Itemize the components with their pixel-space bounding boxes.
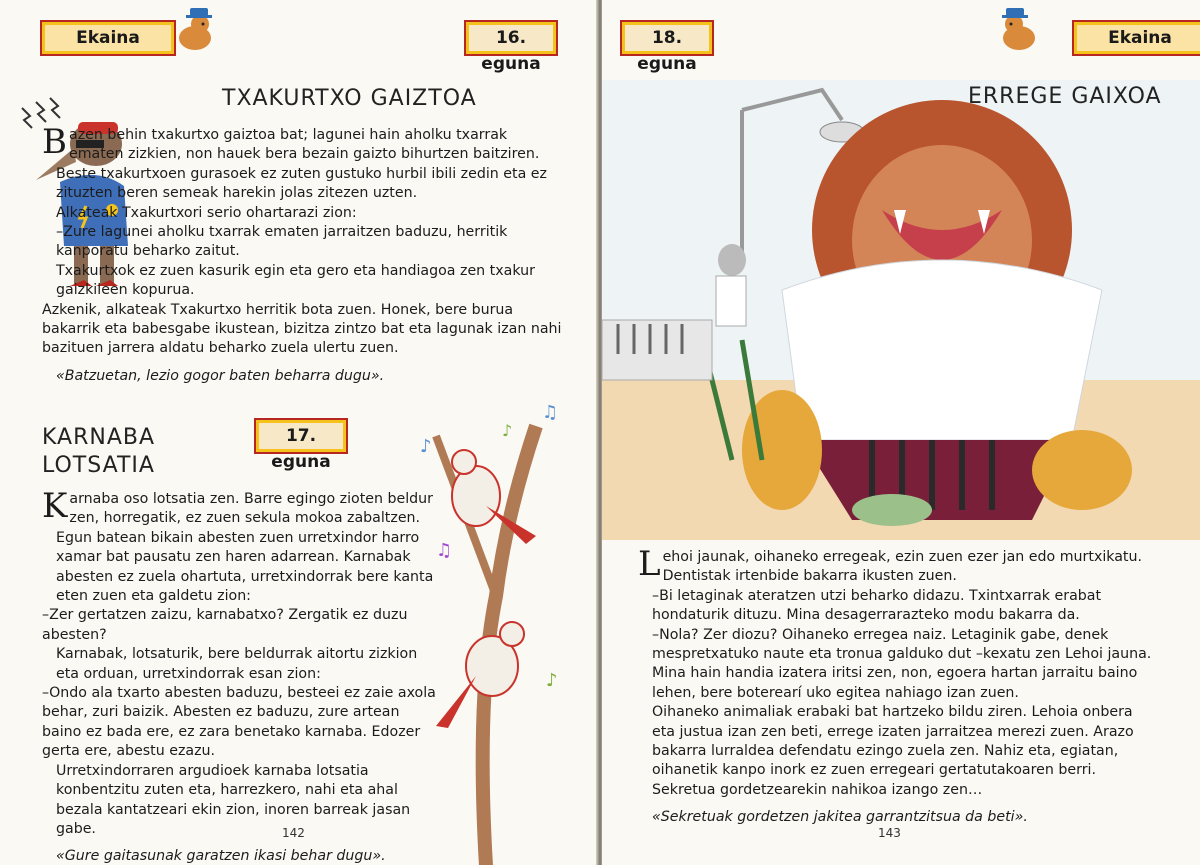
paragraph: azen behin txakurtxo gaiztoa bat; lagunei hain aholku txarrak ematen zizkien, non hauek bera bezain gaizto bihurtzen baitziren. <box>69 127 540 163</box>
story-title <box>42 424 222 480</box>
paragraph: –Bi letaginak ateratzen utzi beharko didazu. Txintxarrak erabat hondaturik dituzu. Mina desagerrarazteko modu bakarra da. <box>652 587 1102 624</box>
page-number: 143 <box>878 826 901 840</box>
paragraph: Azkenik, alkateak Txakurtxo herritik bota zuen. Honek, bere burua bakarrik eta babesgabe ikustean, bizitza zintzo bat eta lagunak izan nahi bazituen jarrera aldatu beharko zuela ulertu zuen. <box>42 301 562 357</box>
right-page <box>602 0 1200 865</box>
lion-dentist-illustration <box>602 80 1200 540</box>
left-page <box>0 0 598 865</box>
paragraph: Dentistak irtenbide bakarra ikusten zuen. <box>662 568 957 585</box>
story-text <box>42 122 562 386</box>
svg-text:♫: ♫ <box>542 402 559 423</box>
svg-text:♪: ♪ <box>502 421 513 440</box>
title-line: LOTSATIA <box>42 453 155 478</box>
day-tag: 16. eguna <box>466 22 556 54</box>
paragraph: –Zer gertatzen zaizu, karnabatxo? Zergatik ez duzu abesten? <box>42 607 408 643</box>
svg-text:♪: ♪ <box>546 670 558 691</box>
paragraph: Urretxindorraren argudioek karnaba lotsatia konbentzitu zuten eta, harrezkero, nahi eta ahal bezala kantatzeari ekin zion, inoren barreak jasan gabe. <box>56 762 411 837</box>
drop-cap: L <box>638 544 661 584</box>
paragraph: Karnabak, lotsaturik, bere beldurrak aitortu zizkion eta orduan, urretxindorrak esan zion: <box>56 646 418 682</box>
birds-illustration <box>416 396 576 865</box>
day-tag: 18. eguna <box>622 22 712 54</box>
mascot-dog-icon <box>170 2 220 58</box>
month-tag: Ekaina <box>42 22 174 54</box>
paragraph: –Ondo ala txarto abesten baduzu, besteei ez zaie axola behar, zuri baizik. Abesten ez baduzu, zure artean baino ez bada ere, ez zara benetako karnaba. Edozer gerta ere, abestu ezazu. <box>42 685 436 760</box>
day-tag: 17. eguna <box>256 420 346 452</box>
month-tag: Ekaina <box>1074 22 1200 54</box>
drop-cap: K <box>42 486 68 526</box>
drop-cap: B <box>42 122 67 162</box>
moral-text: «Sekretuak gordetzen jakitea garrantzitsua da beti». <box>652 809 1028 826</box>
moral-text: «Gure gaitasunak garatzen ikasi behar dugu». <box>56 848 386 865</box>
paragraph: Mina hain handia izatera iritsi zen, non, egoera hartan jarraitu baino lehen, bere boterearí uko egitea nahiago izan zuen. <box>652 665 1138 701</box>
paragraph: ehoi jaunak, oihaneko erregeak, ezin zuen ezer jan edo murtxikatu. <box>662 549 1143 565</box>
svg-text:♫: ♫ <box>436 540 453 561</box>
paragraph: –Nola? Zer diozu? Oihaneko erregea naiz. Letaginik gabe, denek mespretxatuko naute eta tronua galduko dut –kexatu zen Lehoi jauna. <box>652 626 1152 663</box>
paragraph: arnaba oso lotsatia zen. Barre egingo zioten beldur zen, horregatik, ez zuen sekula mokoa zabaltzen. <box>69 491 434 527</box>
mascot-dog-icon <box>994 2 1044 58</box>
story-title: ERREGE GAIXOA <box>968 84 1162 109</box>
story-text <box>42 486 442 865</box>
paragraph: Oihaneko animaliak erabaki bat hartzeko bildu ziren. Lehoia onbera eta justua izan zen beti, errege izaten jarraitzea merezi zuen. Arazo bakarra lurraldea defendatu ezingo zuela zen. Nahiz eta, egiatan, oihanetik kanpo inork ez zuen erregeari gertatutakoaren berri. Sekretua gordetzearekin nahikoa izango zen… <box>652 704 1134 798</box>
moral-text: «Batzuetan, lezio gogor baten beharra dugu». <box>56 367 385 384</box>
paragraph: Beste txakurtxoen gurasoek ez zuten gustuko hurbil ibili zedin eta ez zituzten beren semeak harekin jolas zitezen uzten. <box>56 165 547 202</box>
paragraph: Txakurtxok ez zuen kasurik egin eta gero eta handiagoa zen txakur gaizkileen kopurua. <box>56 262 535 299</box>
svg-text:♪: ♪ <box>420 436 432 457</box>
story-text <box>638 544 1158 828</box>
paragraph: Alkateak Txakurtxori serio ohartarazi zion: <box>56 204 357 221</box>
paragraph: Egun batean bikain abesten zuen urretxindor harro xamar bat pausatu zen haren adarrean. Karnabak abesten ez zuela ohartuta, urretxindorrak bere kanta eten zuen eta galdetu zion: <box>56 529 434 605</box>
story-title: TXAKURTXO GAIZTOA <box>222 86 477 111</box>
page-number: 142 <box>282 826 305 840</box>
title-line: KARNABA <box>42 425 156 450</box>
paragraph: –Zure lagunei aholku txarrak ematen jarraitzen baduzu, herritik kanporatu beharko zaitut. <box>56 224 508 260</box>
